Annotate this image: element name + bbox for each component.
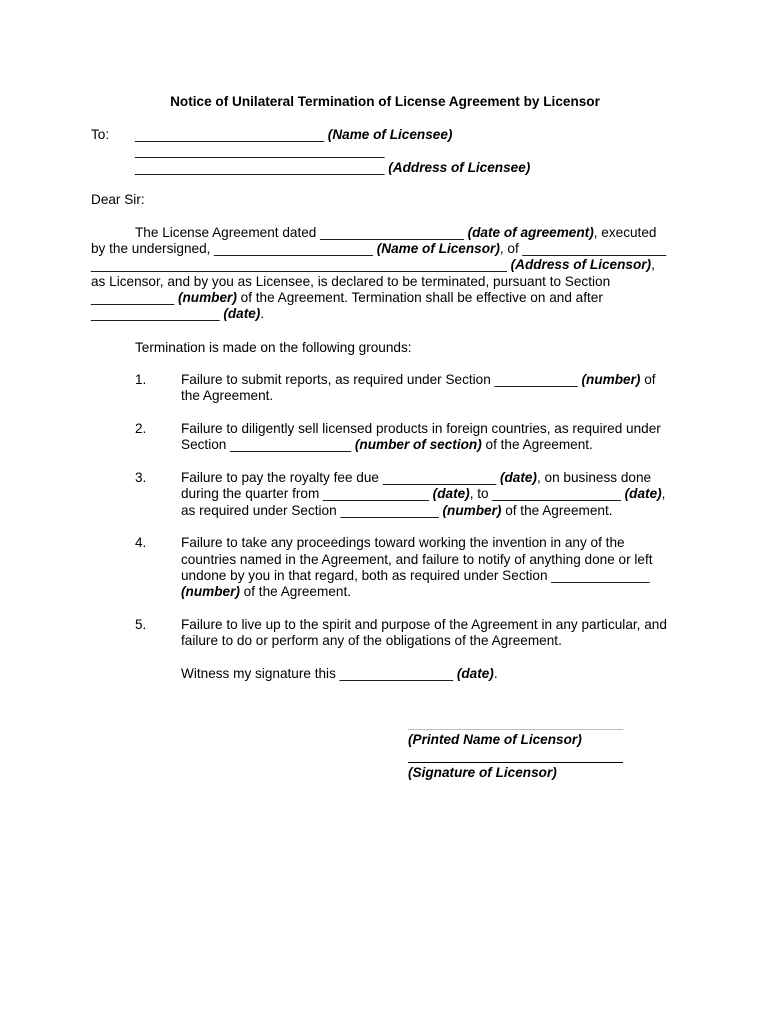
ground-3-line-3 <box>181 503 613 519</box>
section-number-hint: (number) <box>442 503 502 518</box>
ground-text: of <box>640 372 656 387</box>
licensee-name-line <box>135 127 452 143</box>
ground-text: Failure to pay the royalty fee due _______________ <box>181 470 500 485</box>
para1-line-1 <box>135 225 656 241</box>
document-title: Notice of Unilateral Termination of License Agreement by Licensor <box>170 94 600 109</box>
para1-text: , <box>651 257 655 272</box>
ground-text: during the quarter from ______________ <box>181 486 433 501</box>
section-number-hint: (number of section) <box>354 437 482 452</box>
date-hint: (date) <box>624 486 662 501</box>
ground-text: of the Agreement. <box>481 437 593 452</box>
signature-label: (Signature of Licensor) <box>408 765 557 780</box>
ground-1-number: 1. <box>135 372 147 387</box>
ground-5-line-1: Failure to live up to the spirit and purpose of the Agreement in any particular, and <box>181 617 667 632</box>
licensee-address-line-1: _________________________________ <box>135 143 385 158</box>
para1-line-2 <box>91 241 666 257</box>
section-number-hint: (number) <box>181 584 240 599</box>
signature-rule <box>408 762 623 763</box>
ground-4-number: 4. <box>135 535 147 550</box>
ground-4-line-4 <box>181 584 351 600</box>
section-number-hint: (number) <box>177 290 237 305</box>
ground-text: of the Agreement. <box>239 584 351 599</box>
ground-2-line-1: Failure to diligently sell licensed products in foreign countries, as required under <box>181 421 661 436</box>
para1-text: . <box>260 306 265 321</box>
effective-date-hint: (date) <box>223 306 261 321</box>
para1-line-6 <box>91 306 264 322</box>
para1-text: The License Agreement dated ___________________ <box>135 225 468 240</box>
ground-text: Section ________________ <box>181 437 355 452</box>
date-of-agreement-hint: (date of agreement) <box>467 225 594 240</box>
ground-text: , to _________________ <box>469 486 625 501</box>
licensee-name-hint: (Name of Licensee) <box>327 127 453 142</box>
printed-name-rule <box>408 729 623 730</box>
para1-line-5 <box>91 290 603 306</box>
licensee-name-blank: _________________________ <box>135 127 325 142</box>
ground-3-line-1 <box>181 470 651 486</box>
licensee-address-line-2 <box>135 160 530 176</box>
ground-text: , on business done <box>536 470 652 485</box>
grounds-intro: Termination is made on the following grounds: <box>135 340 412 355</box>
para1-text: , of ___________________ <box>499 241 667 256</box>
ground-2-line-2 <box>181 437 593 453</box>
ground-4-line-3: undone by you in that regard, both as required under Section _____________ <box>181 568 650 583</box>
section-number-hint: (number) <box>581 372 641 387</box>
ground-2-number: 2. <box>135 421 147 436</box>
ground-text: Failure to submit reports, as required under Section ___________ <box>181 372 582 387</box>
para1-line-3 <box>91 257 655 273</box>
ground-4-line-2: countries named in the Agreement, and failure to notify of anything done or left <box>181 552 653 567</box>
licensor-name-hint: (Name of Licensor) <box>376 241 500 256</box>
ground-text: of the Agreement. <box>501 503 613 518</box>
licensee-address-blank: _________________________________ <box>135 160 385 175</box>
date-hint: (date) <box>432 486 470 501</box>
ground-4-line-1: Failure to take any proceedings toward working the invention in any of the <box>181 535 625 550</box>
para1-text: of the Agreement. Termination shall be effective on and after <box>236 290 603 305</box>
printed-name-label: (Printed Name of Licensor) <box>408 732 582 747</box>
to-label: To: <box>91 127 110 142</box>
para1-text: _______________________________________________________ <box>91 257 511 272</box>
ground-5-number: 5. <box>135 617 147 632</box>
licensor-address-hint: (Address of Licensor) <box>510 257 652 272</box>
para1-text: _________________ <box>91 306 224 321</box>
ground-text: , <box>661 486 666 501</box>
para1-text: by the undersigned, _____________________ <box>91 241 377 256</box>
para1-text: , executed <box>593 225 657 240</box>
date-hint: (date) <box>456 666 494 681</box>
ground-1-line-1 <box>181 372 656 388</box>
salutation: Dear Sir: <box>91 192 145 207</box>
licensee-address-hint: (Address of Licensee) <box>388 160 531 175</box>
ground-text: as required under Section _____________ <box>181 503 443 518</box>
witness-line <box>181 666 498 682</box>
ground-5-line-2: failure to do or perform any of the obligations of the Agreement. <box>181 633 562 648</box>
date-hint: (date) <box>499 470 537 485</box>
witness-text: . <box>493 666 498 681</box>
ground-1-line-2: the Agreement. <box>181 388 274 403</box>
ground-3-number: 3. <box>135 470 147 485</box>
para1-line-4: as Licensor, and by you as Licensee, is declared to be terminated, pursuant to Section <box>91 274 611 289</box>
para1-text: ___________ <box>91 290 178 305</box>
witness-text: Witness my signature this _______________ <box>181 666 457 681</box>
ground-3-line-2 <box>181 486 665 502</box>
